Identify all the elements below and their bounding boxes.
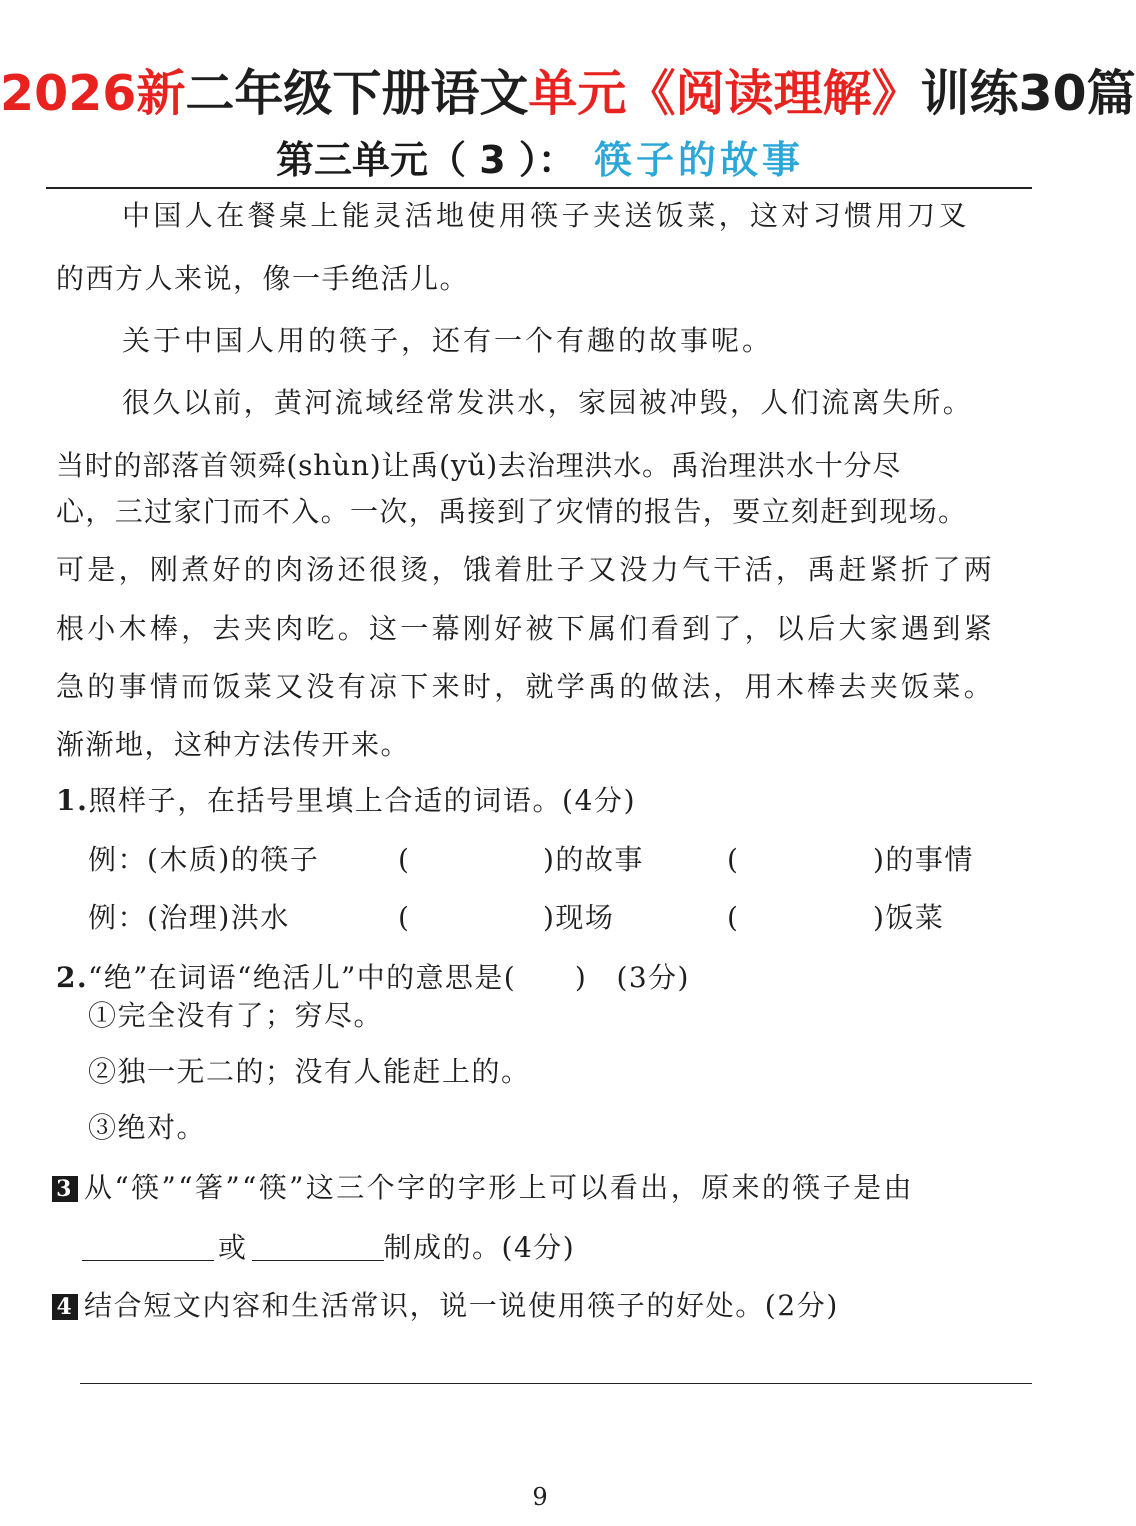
passage-line: 的西方人来说，像一手绝活儿。: [56, 262, 470, 295]
title-book: 《阅读理解》: [626, 65, 921, 122]
passage-line: 很久以前，黄河流域经常发洪水，家园被冲毁，人们流离失所。: [122, 386, 974, 419]
question-4: [52, 1286, 839, 1326]
question-3-fill: [82, 1228, 575, 1268]
passage-line: 急的事情而饭菜又没有凉下来时，就学禹的做法，用木棒去夹饭菜。: [56, 670, 996, 703]
passage-line: 可是，刚煮好的肉汤还很烫，饿着肚子又没力气干活，禹赶紧折了两: [56, 553, 996, 586]
title-unit: 单元: [528, 65, 627, 122]
q2-option: ③绝对。: [88, 1111, 207, 1144]
answer-blank[interactable]: [252, 1232, 384, 1261]
title-tail: 训练30篇: [920, 65, 1136, 122]
passage-line: 当时的部落首领舜(shùn)让禹(yǔ)去治理洪水。禹治理洪水十分尽: [56, 449, 902, 482]
passage-line: 关于中国人用的筷子，还有一个有趣的故事呢。: [122, 324, 774, 357]
question-1-text: 照样子，在括号里填上合适的词语。(4分): [88, 784, 637, 817]
passage-line: 渐渐地，这种方法传开来。: [56, 728, 411, 761]
title-new: 新: [136, 65, 186, 122]
question-3-text: 从“筷”“箸”“筷”这三个字的字形上可以看出，原来的筷子是由: [84, 1171, 914, 1204]
question-1-number: 1.: [56, 784, 89, 817]
q1-example-1: 例：(木质)的筷子: [88, 843, 320, 876]
page-number: 9: [532, 1483, 548, 1511]
q3-tail: 制成的。(4分): [383, 1231, 576, 1264]
q1-open-paren[interactable]: (: [398, 843, 409, 876]
q1-open-paren[interactable]: (: [398, 901, 409, 934]
title-grade: 二年级下册语文: [185, 65, 529, 122]
question-4-number: 4: [52, 1294, 78, 1320]
question-2-text: “绝”在词语“绝活儿”中的意思是( ) (3分): [88, 961, 690, 994]
title-year: 2026: [0, 65, 137, 122]
answer-line[interactable]: [80, 1383, 1032, 1384]
q2-option: ①完全没有了；穷尽。: [88, 999, 384, 1032]
q1-item: )的故事: [543, 843, 644, 876]
q1-open-paren[interactable]: (: [727, 901, 738, 934]
subtitle-unit: 第三单元（ 3 ）：: [276, 138, 576, 182]
lesson-subtitle: [0, 133, 1080, 187]
q2-option: ②独一无二的；没有人能赶上的。: [88, 1055, 531, 1088]
question-4-text: 结合短文内容和生活常识，说一说使用筷子的好处。(2分): [84, 1289, 839, 1322]
question-3-number: 3: [52, 1176, 78, 1202]
q3-or: 或: [218, 1231, 248, 1264]
q1-open-paren[interactable]: (: [727, 843, 738, 876]
q1-item: )饭菜: [873, 901, 945, 934]
question-3: [52, 1168, 914, 1208]
page-title: [0, 56, 1136, 132]
passage-line: 心，三过家门而不入。一次，禹接到了灾情的报告，要立刻赶到现场。: [56, 495, 968, 528]
passage-line: 根小木棒，去夹肉吃。这一幕刚好被下属们看到了，以后大家遇到紧: [56, 612, 996, 645]
story-title: 筷子的故事: [593, 138, 804, 182]
q1-example-2: 例：(治理)洪水: [88, 901, 290, 934]
header-divider: [46, 187, 1032, 189]
question-2: [56, 958, 690, 998]
answer-blank[interactable]: [82, 1232, 214, 1261]
question-1: [56, 781, 636, 821]
question-2-number: 2.: [56, 961, 89, 994]
q1-item: )现场: [543, 901, 615, 934]
passage-line: 中国人在餐桌上能灵活地使用筷子夹送饭菜，这对习惯用刀叉: [122, 199, 970, 232]
q1-item: )的事情: [873, 843, 974, 876]
